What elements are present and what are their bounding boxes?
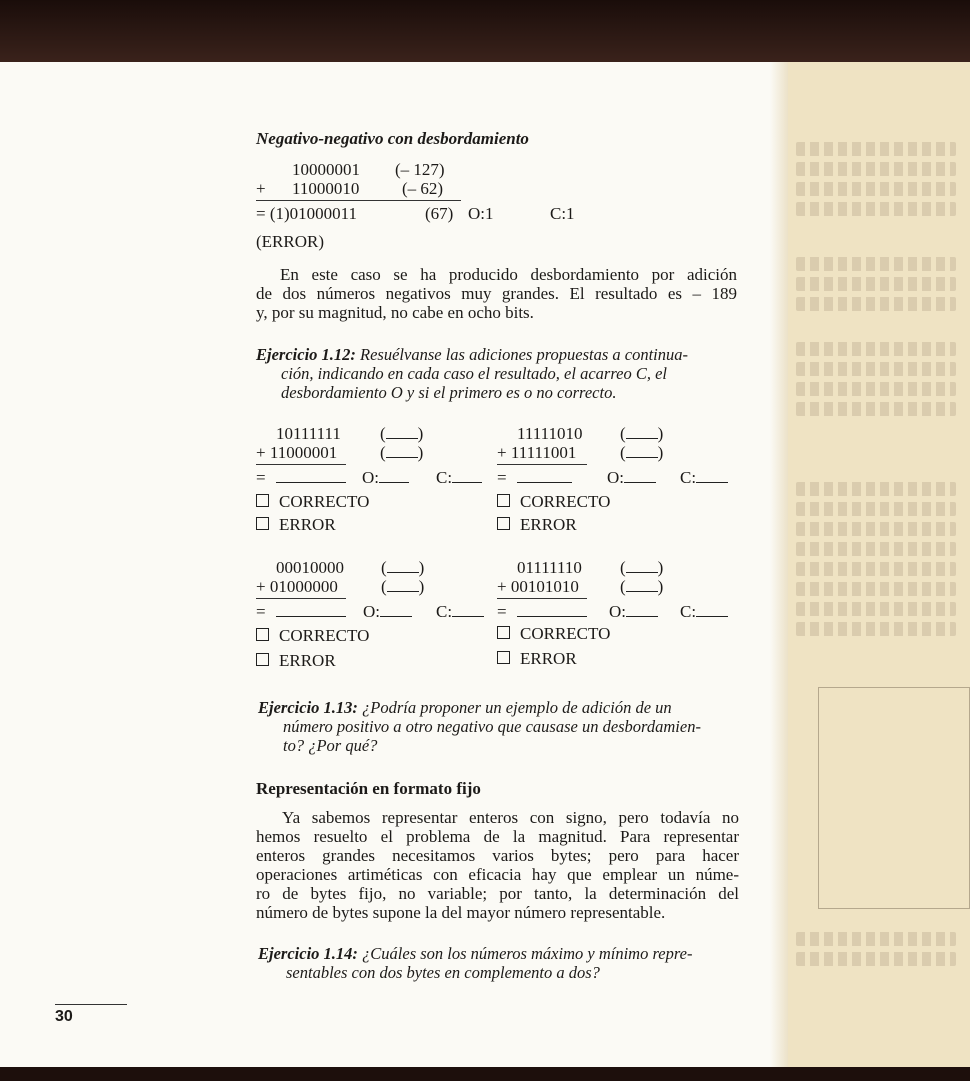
calc-operand-1-decimal: (– 127) bbox=[395, 160, 445, 179]
decimal-answer-field-a[interactable]: ( ) bbox=[620, 558, 664, 577]
correcto-checkbox[interactable]: CORRECTO bbox=[497, 624, 610, 644]
paragraph-line: y, por su magnitud, no cabe en ocho bits. bbox=[256, 303, 534, 322]
section-heading: Representación en formato fijo bbox=[256, 779, 481, 798]
exercise-text-line: ¿Cuáles son los números máximo y mínimo repre- bbox=[362, 944, 693, 963]
result-answer-field[interactable]: = bbox=[256, 468, 346, 488]
correcto-checkbox[interactable]: CORRECTO bbox=[497, 492, 610, 512]
carry-answer-field[interactable]: C: bbox=[680, 468, 728, 488]
decimal-answer-field-b[interactable]: ( ) bbox=[380, 443, 424, 462]
calc-result: = (1)01000011 bbox=[256, 204, 358, 223]
correcto-checkbox[interactable]: CORRECTO bbox=[256, 626, 369, 646]
exercise-1-12-statement bbox=[256, 345, 737, 402]
exercise-text-line: Resuélvanse las adiciones propuestas a continua- bbox=[360, 345, 688, 364]
overflow-answer-field[interactable]: O: bbox=[362, 468, 409, 488]
paragraph-line: Ya sabemos representar enteros con signo, pero todavía no bbox=[282, 808, 739, 827]
checkbox-icon bbox=[256, 628, 269, 641]
error-checkbox[interactable]: ERROR bbox=[256, 651, 336, 671]
calc-plus-sign: + bbox=[256, 179, 266, 198]
checkbox-icon bbox=[256, 517, 269, 530]
checkbox-icon bbox=[497, 651, 510, 664]
operand-b: + 00101010 bbox=[497, 577, 579, 596]
checkbox-icon bbox=[256, 494, 269, 507]
result-answer-field[interactable]: = bbox=[497, 468, 572, 488]
carry-answer-field[interactable]: C: bbox=[680, 602, 728, 622]
checkbox-icon bbox=[256, 653, 269, 666]
paragraph-line: número de bytes supone la del mayor número representable. bbox=[256, 903, 666, 922]
decimal-answer-field-a[interactable]: ( ) bbox=[381, 558, 425, 577]
checkbox-icon bbox=[497, 494, 510, 507]
checkbox-icon bbox=[497, 626, 510, 639]
section-heading: Negativo-negativo con desbordamiento bbox=[256, 129, 529, 148]
result-answer-field[interactable]: = bbox=[256, 602, 346, 622]
calc-operand-1: 10000001 bbox=[292, 160, 360, 179]
decimal-answer-field-b[interactable]: ( ) bbox=[620, 443, 664, 462]
calc-carry-flag: C:1 bbox=[550, 204, 575, 223]
explanation-paragraph bbox=[256, 265, 737, 322]
exercise-text-line: ¿Podría proponer un ejemplo de adición de un bbox=[362, 698, 672, 717]
overflow-answer-field[interactable]: O: bbox=[607, 468, 656, 488]
error-checkbox[interactable]: ERROR bbox=[497, 515, 577, 535]
calc-verdict: (ERROR) bbox=[256, 232, 324, 251]
overflow-answer-field[interactable]: O: bbox=[363, 602, 412, 622]
calc-result-decimal: (67) bbox=[425, 204, 454, 223]
paragraph-line: ro de bytes fijo, no variable; por tanto, la determinación del bbox=[256, 884, 739, 903]
exercise-1-13-statement bbox=[258, 698, 739, 755]
operand-a: 00010000 bbox=[276, 558, 344, 577]
operand-a: 01111110 bbox=[517, 558, 582, 577]
decimal-answer-field-a[interactable]: ( ) bbox=[380, 424, 424, 443]
facing-page-edge bbox=[788, 62, 970, 1067]
explanation-paragraph bbox=[256, 808, 739, 922]
calc-sum-rule bbox=[256, 200, 461, 201]
overflow-answer-field[interactable]: O: bbox=[609, 602, 658, 622]
paragraph-line: hemos resuelto el problema de la magnitud. Para representar bbox=[256, 827, 739, 846]
paragraph-line: operaciones artiméticas con eficacia hay que emplear un núme- bbox=[256, 865, 739, 884]
calc-overflow-flag: O:1 bbox=[468, 204, 494, 223]
paragraph-line: En este caso se ha producido desbordamiento por adición bbox=[280, 265, 737, 284]
decimal-answer-field-b[interactable]: ( ) bbox=[381, 577, 425, 596]
operand-a: 10111111 bbox=[276, 424, 341, 443]
folio-rule bbox=[55, 1004, 127, 1005]
exercise-text-line: número positivo a otro negativo que causase un desbordamien- bbox=[283, 717, 701, 736]
scanner-bottom-edge bbox=[0, 1067, 970, 1081]
paragraph-line: de dos números negativos muy grandes. El resultado es – 189 bbox=[256, 284, 737, 303]
page-number: 30 bbox=[55, 1008, 73, 1025]
operand-b: + 11111001 bbox=[497, 443, 577, 462]
error-checkbox[interactable]: ERROR bbox=[256, 515, 336, 535]
exercise-label: Ejercicio 1.14: bbox=[258, 944, 358, 963]
exercise-text-line: ción, indicando en cada caso el resultado, el acarreo C, el bbox=[281, 364, 667, 383]
decimal-answer-field-b[interactable]: ( ) bbox=[620, 577, 664, 596]
decimal-answer-field-a[interactable]: ( ) bbox=[620, 424, 664, 443]
exercise-1-14-statement bbox=[258, 944, 741, 982]
operand-b: + 01000000 bbox=[256, 577, 338, 596]
error-checkbox[interactable]: ERROR bbox=[497, 649, 577, 669]
exercise-text-line: to? ¿Por qué? bbox=[283, 736, 378, 755]
exercise-label: Ejercicio 1.13: bbox=[258, 698, 358, 717]
exercise-text-line: sentables con dos bytes en complemento a dos? bbox=[286, 963, 600, 982]
result-answer-field[interactable]: = bbox=[497, 602, 587, 622]
calc-operand-2-decimal: (– 62) bbox=[402, 179, 444, 198]
operand-a: 11111010 bbox=[517, 424, 583, 443]
carry-answer-field[interactable]: C: bbox=[436, 468, 482, 488]
exercise-label: Ejercicio 1.12: bbox=[256, 345, 356, 364]
checkbox-icon bbox=[497, 517, 510, 530]
book-gutter bbox=[770, 62, 790, 1067]
correcto-checkbox[interactable]: CORRECTO bbox=[256, 492, 369, 512]
operand-b: + 11000001 bbox=[256, 443, 338, 462]
paragraph-line: enteros grandes necesitamos varios bytes; pero para hacer bbox=[256, 846, 739, 865]
calc-operand-2: 11000010 bbox=[292, 179, 360, 198]
scanner-top-edge bbox=[0, 0, 970, 62]
exercise-text-line: desbordamiento O y si el primero es o no correcto. bbox=[281, 383, 617, 402]
carry-answer-field[interactable]: C: bbox=[436, 602, 484, 622]
